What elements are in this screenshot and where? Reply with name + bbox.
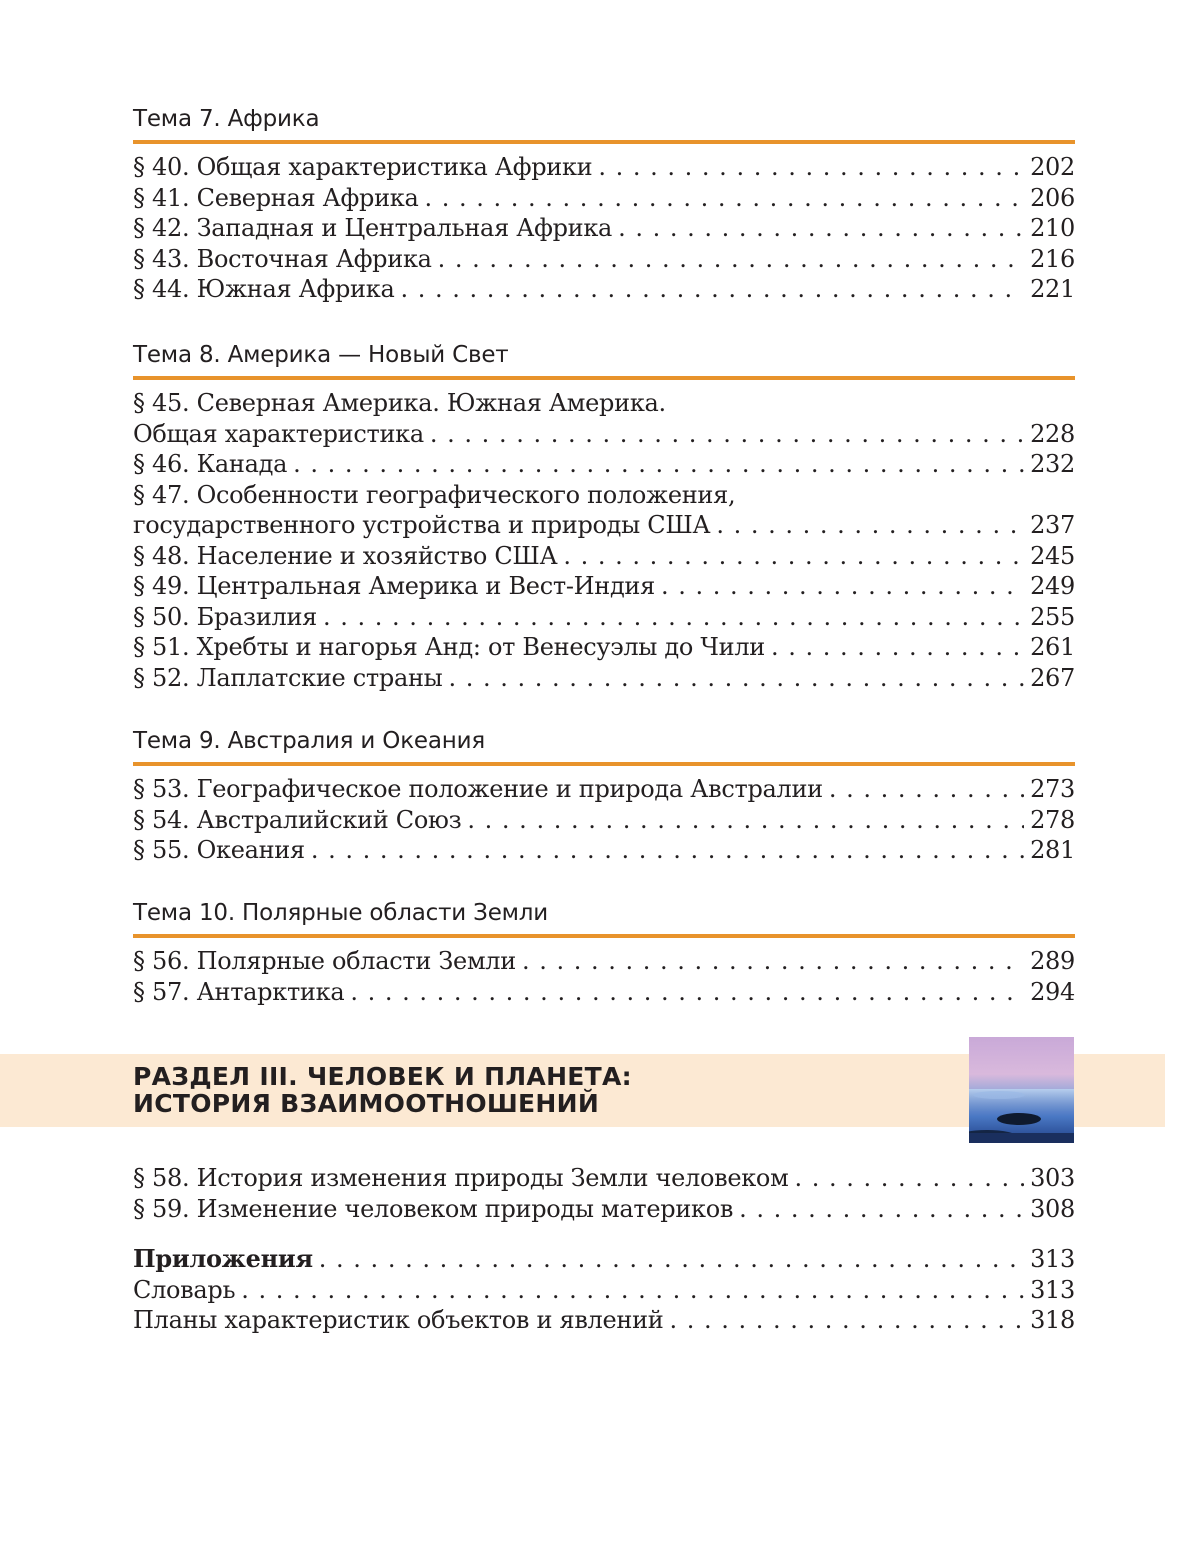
entry-text: § 59. Изменение человеком природы материков <box>133 1194 734 1223</box>
entry-page: 210 <box>1030 214 1075 242</box>
theme-title: Тема 7. Африка <box>133 106 320 132</box>
section-entries <box>133 1163 1075 1224</box>
orange-rule <box>133 376 1075 380</box>
toc-entry[interactable] <box>133 541 1075 572</box>
orange-rule <box>133 762 1075 766</box>
section-title-line1: РАЗДЕЛ III. ЧЕЛОВЕК И ПЛАНЕТА: <box>133 1062 632 1091</box>
entry-text: Приложения <box>133 1244 313 1273</box>
entry-text: Общая характеристика <box>133 419 424 448</box>
dot-leader <box>424 183 1024 214</box>
dot-leader <box>794 1163 1024 1194</box>
entry-page: 232 <box>1030 450 1075 478</box>
toc-entry[interactable] <box>133 835 1075 866</box>
theme-9 <box>133 726 1075 866</box>
dot-leader <box>669 1305 1024 1336</box>
entry-text: § 56. Полярные области Земли <box>133 947 516 975</box>
entry-page: 228 <box>1030 419 1075 448</box>
section-title-line2: ИСТОРИЯ ВЗАИМООТНОШЕНИЙ <box>133 1089 600 1118</box>
entry-text: § 49. Центральная Америка и Вест-Индия <box>133 572 655 600</box>
toc-entry[interactable] <box>133 1305 1075 1336</box>
entry-text: Планы характеристик объектов и явлений <box>133 1306 664 1334</box>
entry-text: Словарь <box>133 1275 236 1304</box>
toc-entry[interactable] <box>133 805 1075 836</box>
entry-page: 202 <box>1030 153 1075 181</box>
entry-text: § 53. Географическое положение и природа Австралии <box>133 775 823 803</box>
entry-page: 308 <box>1030 1194 1075 1223</box>
dot-leader <box>430 419 1024 450</box>
toc-entry[interactable] <box>133 663 1075 694</box>
entry-text: § 48. Население и хозяйство США <box>133 541 558 570</box>
dot-leader <box>829 774 1024 805</box>
entry-text: § 42. Западная и Центральная Африка <box>133 214 613 242</box>
entry-text: § 51. Хребты и нагорья Анд: от Венесуэлы до Чили <box>133 633 765 661</box>
dot-leader <box>350 977 1024 1008</box>
entry-page: 249 <box>1030 572 1075 600</box>
entry-page: 303 <box>1030 1164 1075 1192</box>
toc-entry[interactable] <box>133 977 1075 1008</box>
toc-entry[interactable] <box>133 1163 1075 1194</box>
entry-text: § 55. Океания <box>133 836 305 864</box>
entry-text: § 58. История изменения природы Земли человеком <box>133 1164 789 1192</box>
dot-leader <box>771 632 1024 663</box>
dot-leader <box>293 449 1024 480</box>
dot-leader <box>618 213 1024 244</box>
entry-page: 294 <box>1030 977 1075 1006</box>
entry-page: 255 <box>1030 602 1075 631</box>
dot-leader <box>438 244 1024 275</box>
entry-page: 267 <box>1030 663 1075 692</box>
toc-entry[interactable] <box>133 774 1075 805</box>
section-title <box>133 1063 632 1117</box>
toc-entry[interactable] <box>133 244 1075 275</box>
seascape-photo <box>969 1037 1074 1143</box>
entry-page: 221 <box>1030 275 1075 303</box>
dot-leader <box>323 602 1024 633</box>
dot-leader <box>598 152 1024 183</box>
entry-text-line1: § 47. Особенности географического положения, <box>133 480 736 509</box>
toc-entry[interactable] <box>133 152 1075 183</box>
theme-title: Тема 10. Полярные области Земли <box>133 900 549 926</box>
entry-page: 216 <box>1030 244 1075 273</box>
dot-leader <box>739 1194 1024 1225</box>
dot-leader <box>661 571 1024 602</box>
toc-entry[interactable] <box>133 213 1075 244</box>
entry-text: § 43. Восточная Африка <box>133 244 432 273</box>
toc-entry[interactable] <box>133 1275 1075 1306</box>
toc-entry[interactable] <box>133 1244 1075 1275</box>
entry-page: 237 <box>1030 511 1075 539</box>
entry-page: 245 <box>1030 541 1075 570</box>
toc-entry[interactable] <box>133 449 1075 480</box>
entry-text: § 46. Канада <box>133 450 288 478</box>
entry-page: 261 <box>1030 633 1075 661</box>
orange-rule <box>133 140 1075 144</box>
dot-leader <box>319 1244 1024 1275</box>
entry-page: 313 <box>1030 1275 1075 1304</box>
entry-text-line1: § 45. Северная Америка. Южная Америка. <box>133 389 666 417</box>
appendix-entries <box>133 1244 1075 1336</box>
entry-page: 206 <box>1030 183 1075 212</box>
entry-page: 281 <box>1030 836 1075 864</box>
toc-entry[interactable] <box>133 1194 1075 1225</box>
toc-entry[interactable] <box>133 419 1075 450</box>
entry-text: § 57. Антарктика <box>133 977 345 1006</box>
toc-entry[interactable] <box>133 183 1075 214</box>
entry-text: государственного устройства и природы США <box>133 511 711 539</box>
entry-page: 273 <box>1030 775 1075 803</box>
theme-title: Тема 8. Америка — Новый Свет <box>133 342 509 368</box>
entry-page: 313 <box>1030 1245 1075 1273</box>
toc-entry[interactable] <box>133 946 1075 977</box>
dot-leader <box>311 835 1024 866</box>
dot-leader <box>448 663 1024 694</box>
dot-leader <box>716 510 1024 541</box>
entry-text: § 40. Общая характеристика Африки <box>133 153 593 181</box>
entry-text: § 50. Бразилия <box>133 602 318 631</box>
entry-text: § 41. Северная Африка <box>133 183 419 212</box>
entry-text: § 54. Австралийский Союз <box>133 805 462 834</box>
theme-10 <box>133 898 1075 1007</box>
dot-leader <box>400 274 1024 305</box>
theme-title: Тема 9. Австралия и Океания <box>133 728 485 754</box>
toc-entry[interactable] <box>133 632 1075 663</box>
toc-entry[interactable] <box>133 274 1075 305</box>
toc-entry[interactable] <box>133 571 1075 602</box>
theme-8 <box>133 340 1075 693</box>
dot-leader <box>241 1275 1024 1306</box>
orange-rule <box>133 934 1075 938</box>
toc-entry[interactable] <box>133 602 1075 633</box>
entry-text: § 52. Лаплатские страны <box>133 663 443 692</box>
dot-leader <box>563 541 1024 572</box>
entry-page: 289 <box>1030 947 1075 975</box>
theme-7 <box>133 104 1075 305</box>
entry-text: § 44. Южная Африка <box>133 275 395 303</box>
toc-entry[interactable] <box>133 510 1075 541</box>
entry-page: 318 <box>1030 1306 1075 1334</box>
dot-leader <box>467 805 1024 836</box>
entry-page: 278 <box>1030 805 1075 834</box>
dot-leader <box>522 946 1024 977</box>
